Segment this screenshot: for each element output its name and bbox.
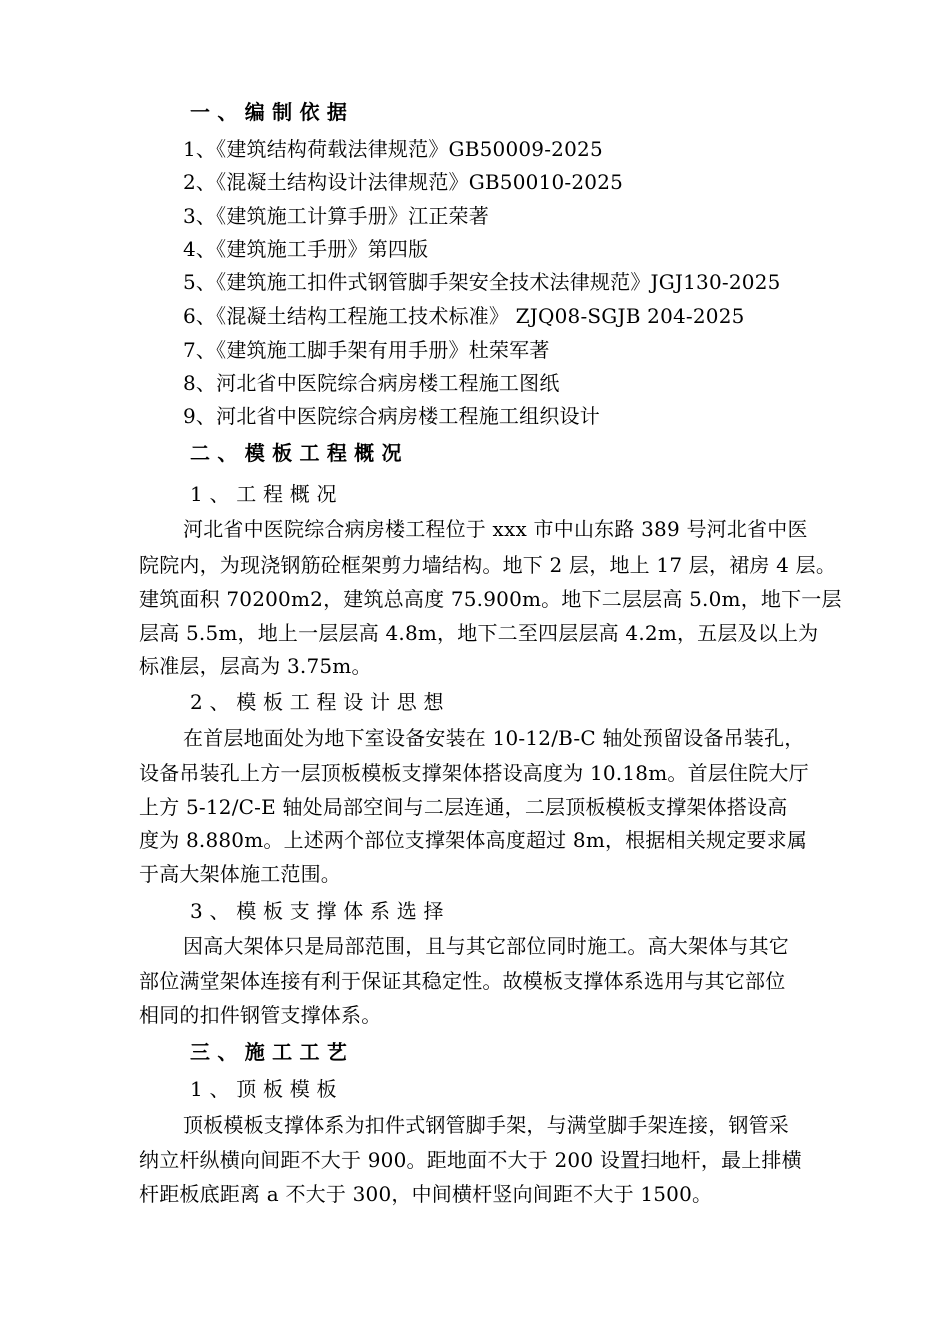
paragraph-line: 纳立杆纵横向间距不大于 900。距地面不大于 200 设置扫地杆，最上排横 <box>139 1148 802 1172</box>
paragraph-line: 于高大架体施工范围。 <box>139 862 341 886</box>
reference-item-8: 8、河北省中医院综合病房楼工程施工图纸 <box>183 371 560 395</box>
paragraph-line: 设备吊装孔上方一层顶板模板支撑架体搭设高度为 10.18m。首层住院大厅 <box>139 761 809 785</box>
subsection-title: 1 、 工 程 概 况 <box>190 482 337 506</box>
paragraph-line: 建筑面积 70200m2，建筑总高度 75.900m。地下二层层高 5.0m，地下一层 <box>139 587 842 611</box>
subsection-title: 3 、 模 板 支 撑 体 系 选 择 <box>190 899 444 923</box>
subsection-title: 1 、 顶 板 模 板 <box>190 1077 337 1101</box>
paragraph-line: 在首层地面处为地下室设备安装在 10-12/B-C 轴处预留设备吊装孔， <box>183 726 805 750</box>
reference-item-4: 4、《建筑施工手册》第四版 <box>183 237 429 261</box>
paragraph-line: 相同的扣件钢管支撑体系。 <box>139 1003 382 1027</box>
reference-item-3: 3、《建筑施工计算手册》江正荣著 <box>183 204 489 228</box>
paragraph-line: 标准层，层高为 3.75m。 <box>139 654 372 678</box>
section3-heading: 三 、 施 工 工 艺 <box>190 1040 348 1064</box>
paragraph-line: 院院内，为现浇钢筋砼框架剪力墙结构。地下 2 层，地上 17 层，裙房 4 层。 <box>139 553 837 577</box>
reference-item-7: 7、《建筑施工脚手架有用手册》杜荣军著 <box>183 338 550 362</box>
paragraph-line: 上方 5-12/C-E 轴处局部空间与二层连通，二层顶板模板支撑架体搭设高 <box>139 795 788 819</box>
paragraph-line: 河北省中医院综合病房楼工程位于 xxx 市中山东路 389 号河北省中医 <box>183 517 808 541</box>
reference-item-2: 2、《混凝土结构设计法律规范》GB50010-2025 <box>183 170 624 194</box>
reference-item-5: 5、《建筑施工扣件式钢管脚手架安全技术法律规范》JGJ130-2025 <box>183 270 781 294</box>
reference-item-1: 1、《建筑结构荷载法律规范》GB50009-2025 <box>183 137 603 161</box>
section1-heading: 一 、 编 制 依 据 <box>190 100 348 124</box>
reference-item-9: 9、河北省中医院综合病房楼工程施工组织设计 <box>183 404 600 428</box>
subsection-title: 2 、 模 板 工 程 设 计 思 想 <box>190 690 444 714</box>
reference-item-6: 6、《混凝土结构工程施工技术标准》 ZJQ08-SGJB 204-2025 <box>183 304 745 328</box>
paragraph-line: 杆距板底距离 a 不大于 300，中间横杆竖向间距不大于 1500。 <box>139 1182 713 1206</box>
paragraph-line: 部位满堂架体连接有利于保证其稳定性。故模板支撑体系选用与其它部位 <box>139 969 786 993</box>
section2-heading: 二 、 模 板 工 程 概 况 <box>190 441 402 465</box>
paragraph-line: 层高 5.5m，地上一层层高 4.8m，地下二至四层层高 4.2m，五层及以上为 <box>139 621 819 645</box>
paragraph-line: 因高大架体只是局部范围，且与其它部位同时施工。高大架体与其它 <box>183 934 789 958</box>
paragraph-line: 度为 8.880m。上述两个部位支撑架体高度超过 8m，根据相关规定要求属 <box>139 828 808 852</box>
paragraph-line: 顶板模板支撑体系为扣件式钢管脚手架，与满堂脚手架连接，钢管采 <box>183 1113 789 1137</box>
